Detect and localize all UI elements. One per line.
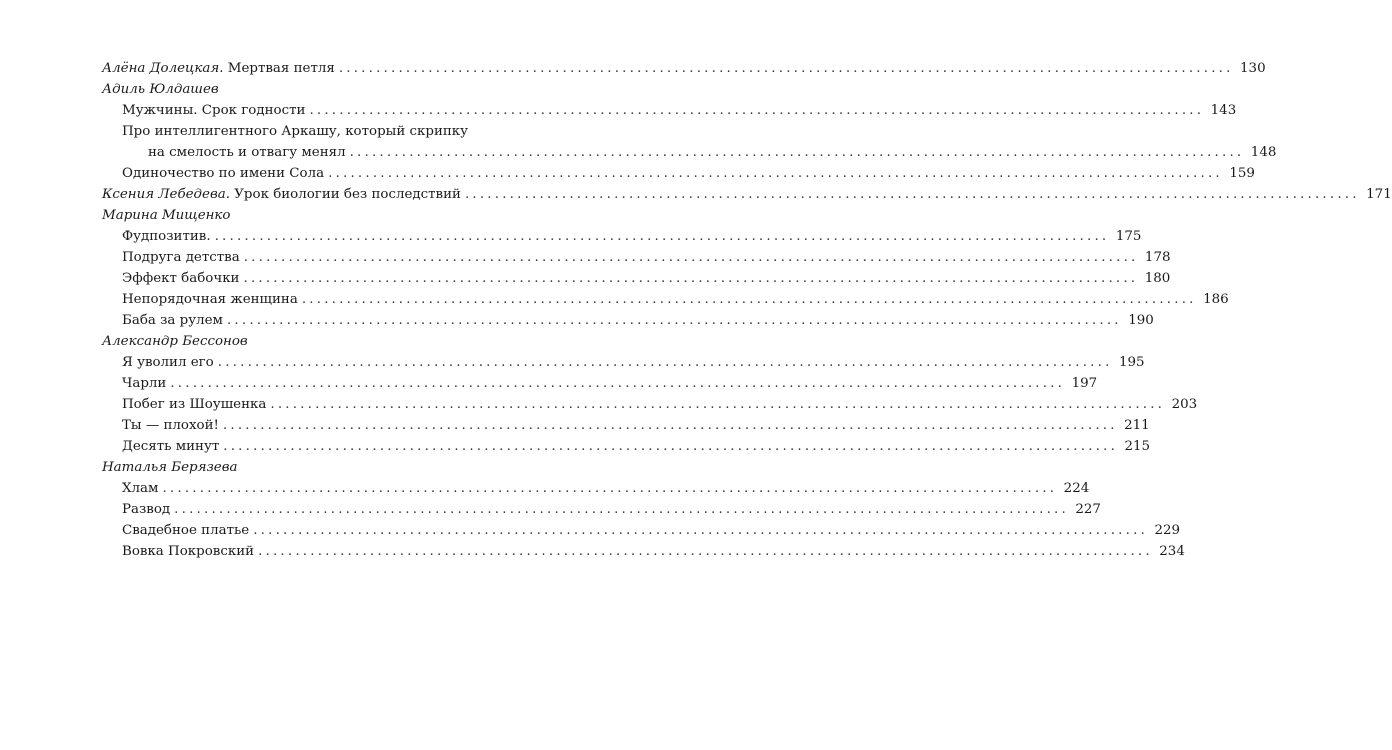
- toc-title: Хлам: [122, 481, 159, 496]
- toc-entry: [102, 226, 1142, 247]
- toc-title: Ты — плохой!: [122, 418, 219, 433]
- toc-title: Баба за рулем: [122, 313, 223, 328]
- toc-page-number: 159: [1229, 166, 1255, 181]
- toc-page-number: 197: [1071, 376, 1098, 391]
- toc-leader: ........................................................................................................................: [338, 61, 1234, 76]
- toc-leader: ........................................................................................................................: [170, 376, 1066, 391]
- toc-author: Алёна Долецкая.: [102, 61, 224, 76]
- toc-page-number: 175: [1115, 229, 1142, 244]
- toc-leader: ........................................................................................................................: [214, 229, 1110, 244]
- toc-author-heading: [102, 331, 506, 352]
- toc-entry: [102, 352, 1145, 373]
- toc-leader: ........................................................................................................................: [217, 355, 1113, 370]
- toc-entry: [102, 373, 1098, 394]
- toc-leader: ........................................................................................................................: [270, 397, 1166, 412]
- toc-page-number: 211: [1124, 418, 1150, 433]
- toc-entry: [102, 100, 1237, 121]
- toc-page-number: 224: [1063, 481, 1090, 496]
- toc-title: Десять минут: [122, 439, 220, 454]
- toc-author: Александр Бессонов: [102, 334, 248, 349]
- toc-leader: ........................................................................................................................: [301, 292, 1197, 307]
- toc-entry: [102, 289, 1229, 310]
- toc-leader: ........................................................................................................................: [174, 502, 1069, 517]
- toc-entry: [102, 268, 1171, 289]
- toc-author: Наталья Берязева: [102, 460, 238, 475]
- toc-title: Чарли: [122, 376, 167, 391]
- toc-entry: [102, 184, 1392, 205]
- toc-author-heading: [102, 79, 506, 100]
- toc-title: Подруга детства: [122, 250, 240, 265]
- toc-entry: [102, 541, 1185, 562]
- toc-title: Одиночество по имени Сола: [122, 166, 325, 181]
- toc-leader: ........................................................................................................................: [464, 187, 1360, 202]
- toc-leader: ........................................................................................................................: [243, 271, 1139, 286]
- toc-entry: [102, 121, 1277, 163]
- toc-leader: ........................................................................................................................: [226, 313, 1122, 328]
- toc-leader: ........................................................................................................................: [243, 250, 1139, 265]
- toc-title: Я уволил его: [122, 355, 214, 370]
- toc-title: Свадебное платье: [122, 523, 250, 538]
- toc-page-number: 143: [1210, 103, 1237, 118]
- toc-title-continued: на смелость и отвагу менял: [148, 145, 346, 160]
- toc-title: Эффект бабочки: [122, 271, 240, 286]
- toc-entry: [102, 310, 1154, 331]
- toc-leader: ........................................................................................................................: [349, 145, 1245, 160]
- toc-title: Вовка Покровский: [122, 544, 255, 559]
- toc-entry: [102, 58, 1266, 79]
- toc-title: Непорядочная женщина: [122, 292, 298, 307]
- toc-entry: [102, 520, 1180, 541]
- toc-page-number: 227: [1075, 502, 1101, 517]
- toc-page-number: 203: [1171, 397, 1198, 412]
- toc-title: Мертвая петля: [223, 61, 335, 76]
- toc-leader: ........................................................................................................................: [253, 523, 1148, 538]
- toc-page-number: 171: [1366, 187, 1392, 202]
- toc-leader: ........................................................................................................................: [162, 481, 1058, 496]
- toc-leader: ........................................................................................................................: [309, 103, 1205, 118]
- toc-entry: [102, 163, 1255, 184]
- toc-page-number: 186: [1203, 292, 1229, 307]
- toc-author-heading: [102, 457, 506, 478]
- toc-title: Побег из Шоушенка: [122, 397, 267, 412]
- toc-page-number: 178: [1144, 250, 1171, 265]
- toc-author: Марина Мищенко: [102, 208, 231, 223]
- toc-leader: ........................................................................................................................: [222, 418, 1118, 433]
- toc-title: Фудпозитив.: [122, 229, 211, 244]
- toc-entry: [102, 415, 1150, 436]
- toc-leader: ........................................................................................................................: [223, 439, 1119, 454]
- toc-page-number: 130: [1240, 61, 1266, 76]
- toc-author-heading: [102, 205, 506, 226]
- toc-title: Урок биологии без последствий: [230, 187, 461, 202]
- toc-page-number: 190: [1128, 313, 1154, 328]
- toc-title: Мужчины. Срок годности: [122, 103, 306, 118]
- toc-author: Адиль Юлдашев: [102, 82, 219, 97]
- table-of-contents: [102, 58, 1392, 562]
- toc-page-number: 234: [1159, 544, 1185, 559]
- toc-entry: [102, 499, 1101, 520]
- toc-entry: [102, 394, 1198, 415]
- toc-page-number: 195: [1118, 355, 1145, 370]
- toc-page-number: 148: [1250, 145, 1277, 160]
- toc-title: Развод: [122, 502, 171, 517]
- toc-page-number: 215: [1124, 439, 1151, 454]
- toc-leader: ........................................................................................................................: [328, 166, 1223, 181]
- toc-page-number: 180: [1144, 271, 1171, 286]
- toc-entry: [102, 478, 1090, 499]
- toc-entry: [102, 436, 1151, 457]
- toc-page-number: 229: [1154, 523, 1180, 538]
- toc-title: Про интеллигентного Аркашу, который скрипку: [122, 124, 469, 139]
- toc-entry: [102, 247, 1171, 268]
- toc-leader: ........................................................................................................................: [258, 544, 1153, 559]
- toc-author: Ксения Лебедева.: [102, 187, 230, 202]
